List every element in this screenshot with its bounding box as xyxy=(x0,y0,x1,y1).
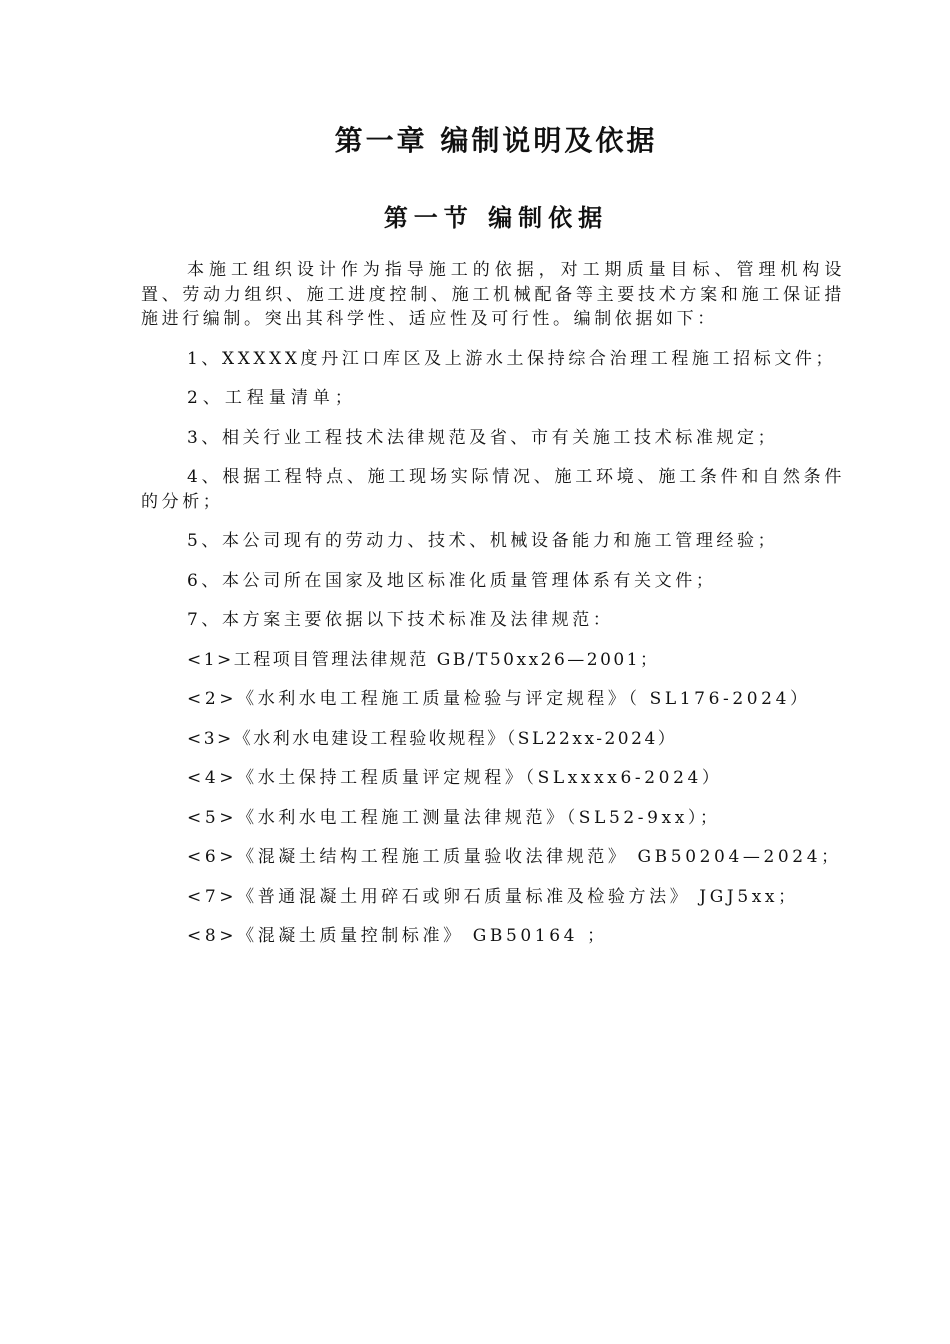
intro-paragraph: 本施工组织设计作为指导施工的依据，对工期质量目标、管理机构设置、劳动力组织、施工进度控制、施工机械配备等主要技术方案和施工保证措施进行编制。突出其科学性、适应性及可行性。编制依据如下： xyxy=(141,260,845,329)
basis-item-7: 7、本方案主要依据以下技术标准及法律规范： xyxy=(187,610,614,630)
document-body xyxy=(141,258,845,964)
basis-item-1: 1、XXXXX度丹江口库区及上游水土保持综合治理工程施工招标文件； xyxy=(187,348,837,369)
basis-item-6: 6、本公司所在国家及地区标准化质量管理体系有关文件； xyxy=(187,570,717,591)
basis-item-3: 3、相关行业工程技术法律规范及省、市有关施工技术标准规定； xyxy=(187,427,779,448)
standard-item-7: <7>《普通混凝土用碎石或卵石质量标准及检验方法》 JGJ5xx； xyxy=(187,886,799,907)
basis-item-5: 5、本公司现有的劳动力、技术、机械设备能力和施工管理经验； xyxy=(187,531,779,551)
basis-item-4: 4、根据工程特点、施工现场实际情况、施工环境、施工条件和自然条件的分析； xyxy=(141,467,845,512)
chapter-title: 第一章 编制说明及依据 xyxy=(334,124,658,157)
standard-item-4: <4>《水土保持工程质量评定规程》（SLxxxx6-2024） xyxy=(187,768,723,788)
standard-item-6: <6>《混凝土结构工程施工质量验收法律规范》 GB50204—2024； xyxy=(187,847,842,867)
section-title: 第一节 编制依据 xyxy=(383,204,609,232)
basis-item-2: 2、工程量清单； xyxy=(187,388,357,408)
standard-item-8: <8>《混凝土质量控制标准》 GB50164 ； xyxy=(187,926,608,946)
standard-item-3: <3>《水利水电建设工程验收规程》（SL22xx-2024） xyxy=(187,728,678,749)
standard-item-5: <5>《水利水电工程施工测量法律规范》（SL52-9xx）； xyxy=(187,807,721,828)
standard-item-1: <1>工程项目管理法律规范 GB/T50xx26—2001； xyxy=(187,649,660,670)
standard-item-2: <2>《水利水电工程施工质量检验与评定规程》（ SL176-2024） xyxy=(187,689,811,709)
